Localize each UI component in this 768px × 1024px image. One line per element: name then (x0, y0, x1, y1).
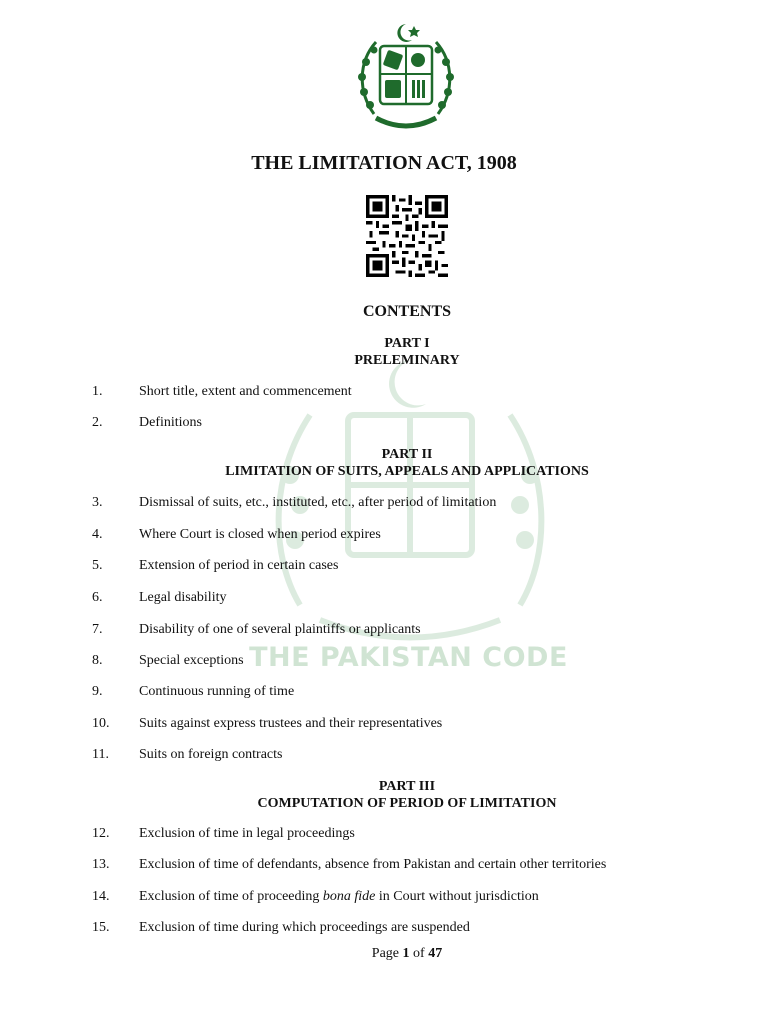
section-title: Legal disability (139, 590, 227, 605)
state-emblem-icon (352, 22, 460, 138)
section-number: 6. (92, 590, 103, 605)
section-title: Exclusion of time in legal proceedings (139, 826, 355, 841)
section-title-end: in Court without jurisdiction (375, 889, 539, 904)
section-number: 3. (92, 495, 103, 510)
document-title: THE LIMITATION ACT, 1908 (251, 152, 517, 174)
part-label: PART III (378, 779, 436, 794)
section-title: Dismissal of suits, etc., instituted, etc., after period of limitation (139, 495, 497, 510)
section-title: Short title, extent and commencement (139, 384, 352, 399)
section-number: 11. (92, 747, 109, 762)
section-title: Where Court is closed when period expires (139, 527, 381, 542)
of-label: of (413, 946, 425, 961)
section-title: Definitions (139, 415, 202, 430)
part-heading (0, 778, 768, 812)
section-number: 7. (92, 622, 103, 637)
section-number: 2. (92, 415, 103, 430)
qr-code-icon[interactable] (363, 195, 451, 277)
section-number: 4. (92, 527, 103, 542)
part-title: PRELEMINARY (354, 353, 460, 368)
section-title (139, 888, 539, 906)
section-number: 1. (92, 384, 103, 399)
section-title: Special exceptions (139, 653, 244, 668)
section-number: 10. (92, 716, 110, 731)
section-number: 5. (92, 558, 103, 573)
contents-heading: CONTENTS (362, 303, 452, 320)
part-label: PART I (384, 336, 430, 351)
section-number: 8. (92, 653, 103, 668)
section-title-start: Exclusion of time of proceeding (139, 889, 323, 904)
section-number: 12. (92, 826, 110, 841)
part-title: LIMITATION OF SUITS, APPEALS AND APPLICATIONS (225, 464, 589, 479)
section-title-italic: bona fide (322, 889, 376, 904)
section-title: Suits against express trustees and their representatives (139, 716, 443, 731)
total-pages: 47 (428, 946, 443, 961)
section-number: 15. (92, 920, 110, 935)
part-label: PART II (381, 447, 433, 462)
section-title: Disability of one of several plaintiffs or applicants (139, 622, 421, 637)
page-number: 1 (402, 946, 410, 961)
section-title: Exclusion of time during which proceedings are suspended (139, 920, 470, 935)
part-title: COMPUTATION OF PERIOD OF LIMITATION (257, 796, 557, 811)
section-title: Extension of period in certain cases (139, 558, 339, 573)
section-number: 14. (92, 889, 110, 904)
page-footer (0, 946, 768, 962)
part-heading (0, 446, 768, 480)
part-heading (0, 335, 768, 369)
watermark-text: THE PAKISTAN CODE (249, 642, 568, 673)
section-title: Suits on foreign contracts (139, 747, 283, 762)
section-title: Continuous running of time (139, 684, 295, 699)
section-number: 13. (92, 857, 110, 872)
section-number: 9. (92, 684, 103, 699)
section-title: Exclusion of time of defendants, absence from Pakistan and certain other territories (139, 857, 607, 872)
page-label: Page (371, 946, 400, 961)
